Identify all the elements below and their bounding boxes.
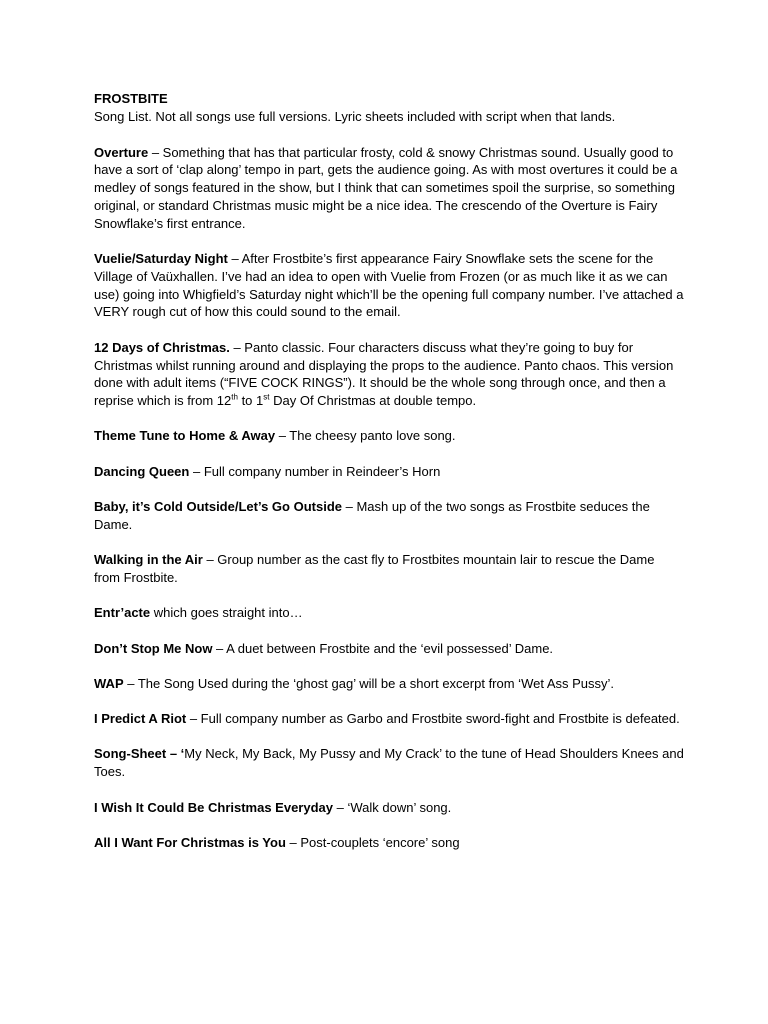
song-description: – Full company number as Garbo and Frostbite sword-fight and Frostbite is defeated.	[186, 711, 680, 727]
song-description: – Group number as the cast fly to Frostbites mountain lair to rescue the Dame from Frostbite.	[94, 552, 655, 585]
song-description: – Panto classic. Four characters discuss what they’re going to buy for Christmas whilst running around and displaying the props to the audience. Panto chaos. This version done with adult items (“FIVE COCK RINGS”). It should be the whole song through once, and then a reprise which is from 12	[94, 339, 674, 409]
song-entry-all-i-want-for-christmas	[94, 834, 684, 852]
song-description: to 1	[237, 393, 264, 409]
song-entry-vuelie-saturday-night	[94, 250, 684, 321]
song-description: – The cheesy panto love song.	[275, 428, 456, 444]
song-entry-baby-its-cold-outside	[94, 498, 684, 534]
song-title: Song-Sheet – ‘	[94, 746, 185, 762]
song-title: Vuelie/Saturday Night	[94, 251, 228, 267]
song-description: My Neck, My Back, My Pussy and My Crack’ to the tune of Head Shoulders Knees and Toes.	[94, 746, 684, 780]
document-page	[94, 90, 684, 869]
song-entry-wap	[94, 675, 684, 693]
song-description: – A duet between Frostbite and the ‘evil possessed’ Dame.	[212, 640, 554, 656]
song-title: I Predict A Riot	[94, 711, 187, 727]
song-title: 12 Days of Christmas.	[94, 339, 230, 355]
song-entry-song-sheet	[94, 745, 684, 781]
song-title: Overture	[94, 144, 149, 160]
song-title: Dancing Queen	[94, 463, 190, 479]
song-entry-12-days-of-christmas	[94, 339, 684, 410]
document-title: FROSTBITE	[94, 91, 168, 106]
song-title: Don’t Stop Me Now	[94, 640, 213, 656]
song-description: – After Frostbite’s first appearance Fairy Snowflake sets the scene for the Village of Vaüxhallen. I’ve had an idea to open with Vuelie from Frozen (or as much like it as we can use) going into Whigfield’s Saturday night which’ll be the opening full company number. I’ve attached a VERY rough cut of how this could sound to the email.	[94, 251, 684, 320]
song-description: which goes straight into…	[150, 605, 303, 621]
song-title: WAP	[94, 675, 124, 691]
song-title: I Wish It Could Be Christmas Everyday	[94, 799, 334, 815]
song-title: All I Want For Christmas is You	[94, 834, 286, 850]
song-entry-i-wish-it-could-be-christmas	[94, 799, 684, 817]
song-entry-walking-in-the-air	[94, 551, 684, 587]
song-description: – Full company number in Reindeer’s Horn	[189, 463, 441, 479]
ordinal-suffix: st	[263, 392, 270, 402]
document-intro: Song List. Not all songs use full versions. Lyric sheets included with script when that lands.	[94, 108, 616, 124]
song-title: Entr’acte	[94, 605, 151, 621]
song-description: – Something that has that particular frosty, cold & snowy Christmas sound. Usually good to have a sort of ‘clap along’ tempo in part, gets the audience going. As with most overtures it could be a medley of songs featured in the show, but I think that can sometimes spoil the surprise, so something original, or standard Christmas music might be a nice idea. The crescendo of the Overture is Fairy Snowflake’s first entrance.	[94, 144, 678, 231]
song-entry-overture	[94, 144, 684, 233]
song-description: – ‘Walk down’ song.	[333, 799, 452, 815]
song-entry-entracte	[94, 604, 684, 622]
song-title: Baby, it’s Cold Outside/Let’s Go Outside	[94, 499, 342, 515]
song-title: Walking in the Air	[94, 552, 203, 568]
song-description: – Mash up of the two songs as Frostbite seduces the Dame.	[94, 499, 650, 532]
song-entry-dont-stop-me-now	[94, 640, 684, 658]
song-entry-dancing-queen	[94, 463, 684, 481]
song-description: Day Of Christmas at double tempo.	[269, 393, 477, 409]
song-description: – Post-couplets ‘encore’ song	[285, 834, 460, 850]
ordinal-suffix: th	[231, 392, 238, 402]
song-entry-i-predict-a-riot	[94, 710, 684, 728]
song-title: Theme Tune to Home & Away	[94, 428, 276, 444]
song-entry-home-and-away	[94, 427, 684, 445]
song-description: – The Song Used during the ‘ghost gag’ will be a short excerpt from ‘Wet Ass Pussy’.	[123, 675, 615, 691]
